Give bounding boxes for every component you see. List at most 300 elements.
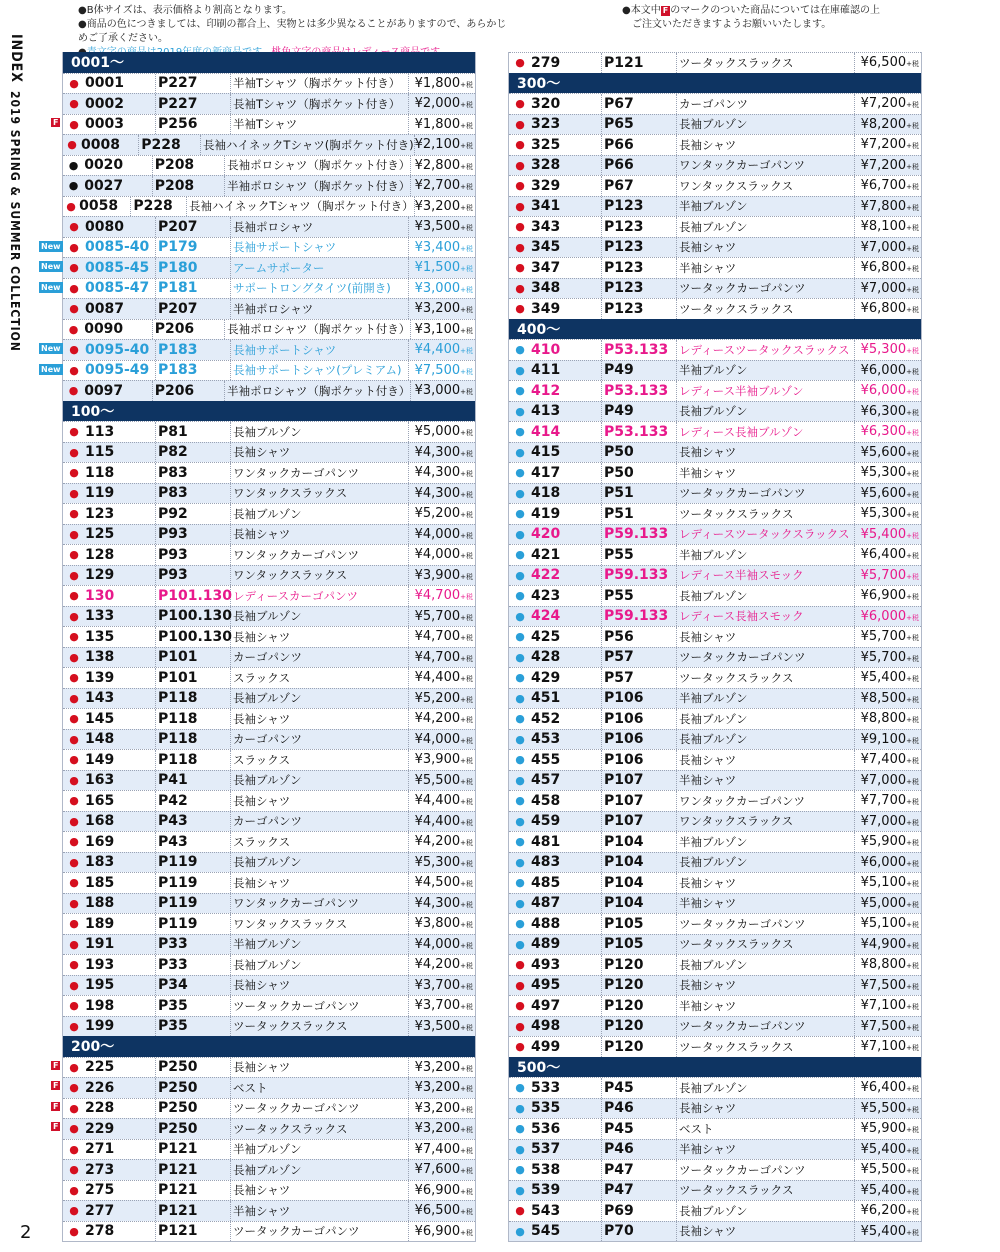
item-price [409,1142,475,1157]
tax-suffix: +税 [906,60,919,69]
item-number: 188 [85,894,156,914]
item-number: 0085-45 [85,258,156,278]
item-name: 長袖ブルゾン [677,730,855,750]
page-ref: P180 [156,258,231,278]
table-row [509,708,921,729]
item-number: 489 [531,935,602,955]
color-dot-icon: ● [515,814,525,828]
price-value: ¥4,000 [414,936,461,952]
table-row [509,1221,921,1242]
item-name: 半袖Tシャツ（胸ポケット付き） [231,74,409,94]
color-dot-icon: ● [68,384,79,398]
price-value: ¥4,000 [414,731,461,747]
item-name: ツータックスラックス [677,1181,855,1201]
table-row [41,360,475,381]
price-value: ¥8,800 [860,711,907,727]
table-row [53,1077,475,1098]
item-price [409,650,475,665]
item-price [855,957,921,972]
color-dot-icon: ● [515,158,525,172]
tax-suffix: +税 [906,306,919,315]
item-number: 499 [531,1037,602,1057]
tax-suffix: +税 [906,634,919,643]
table-row [63,1180,475,1201]
color-dot-icon: ● [515,630,525,644]
page-ref: P53.133 [602,381,677,401]
page-ref: P207 [156,299,231,319]
color-dot-icon: ● [515,56,525,70]
page-ref: P105 [602,914,677,934]
tax-suffix: +税 [460,1003,473,1012]
color-dot-icon: ● [515,548,525,562]
item-name: 長袖Tシャツ（胸ポケット付き） [231,94,409,114]
price-value: ¥3,400 [414,239,461,255]
item-number: 165 [85,791,156,811]
tax-suffix: +税 [906,1146,919,1155]
item-number: 428 [531,648,602,668]
table-row [63,688,475,709]
page-ref: P123 [602,197,677,217]
item-price [855,240,921,255]
color-dot-icon: ● [69,794,79,808]
item-price [855,363,921,378]
color-dot-icon: ● [69,568,79,582]
page-ref: P47 [602,1160,677,1180]
price-value: ¥4,400 [414,813,461,829]
page-ref: P53.133 [602,422,677,442]
price-value: ¥7,500 [860,1018,907,1034]
table-row [63,647,475,668]
table-row [509,196,921,217]
item-number: 0002 [85,94,156,114]
price-value: ¥8,200 [860,116,907,132]
table-row [63,852,475,873]
table-row [509,893,921,914]
price-value: ¥8,800 [860,957,907,973]
table-row [509,298,921,319]
item-number: 195 [85,976,156,996]
item-name: 長袖ブルゾン [677,1201,855,1221]
note-stock-2: ご注文いただきますようお願いいたします。 [632,19,832,30]
price-value: ¥4,400 [414,342,461,358]
item-number: 130 [85,586,156,606]
table-row [509,421,921,442]
table-row [509,749,921,770]
item-price [855,609,921,624]
item-name: 半袖シャツ [677,894,855,914]
item-number: 415 [531,443,602,463]
table-row [509,257,921,278]
item-price [855,219,921,234]
table-row [509,872,921,893]
tax-suffix: +税 [906,142,919,151]
page-ref: P101.130 [158,587,233,604]
item-name: 半袖ポロシャツ（胸ポケット付き） [225,176,411,196]
color-dot-icon: ● [69,1019,79,1033]
price-value: ¥2,000 [414,96,461,112]
tax-suffix: +税 [460,552,473,561]
page-ref: P101 [156,648,231,668]
price-value: ¥5,400 [860,1141,907,1157]
f-mark-icon: F [53,117,59,127]
item-price [409,1060,475,1075]
page-ref: P120 [602,1037,677,1057]
tax-suffix: +税 [460,265,473,274]
item-name: ワンタックスラックス [677,176,855,196]
item-number: 169 [85,832,156,852]
tax-suffix: +税 [460,572,473,581]
price-value: ¥3,100 [414,321,461,337]
item-name: ワンタックカーゴパンツ [231,894,409,914]
tax-suffix: +税 [460,306,473,315]
color-dot-icon: ● [69,937,79,951]
sidebar-index: INDEX [8,34,24,84]
color-dot-icon: ● [515,978,525,992]
item-price [855,465,921,480]
color-dot-icon: ● [69,691,79,705]
table-row [509,237,921,258]
page-ref: P107 [602,791,677,811]
color-dot-icon: ● [515,753,525,767]
price-value: ¥5,300 [860,506,907,522]
item-price [855,793,921,808]
table-row [509,1098,921,1119]
tax-suffix: +税 [906,531,919,540]
item-name: 長袖シャツ [231,1181,409,1201]
item-price [409,240,475,255]
price-value: ¥8,500 [860,690,907,706]
tax-suffix: +税 [906,1105,919,1114]
item-number: 128 [85,545,156,565]
item-name: 半袖シャツ [677,258,855,278]
item-number: 413 [531,402,602,422]
tax-suffix: +税 [906,736,919,745]
color-dot-icon: ● [515,691,525,705]
section-header: 0001〜 [63,52,475,73]
tax-suffix: +税 [460,900,473,909]
item-price [409,978,475,993]
item-name: レディース長袖スモック [677,607,855,627]
page-ref: P123 [602,299,677,319]
table-row [509,544,921,565]
item-name: 長袖ブルゾン [231,853,409,873]
item-price [855,527,921,542]
item-number: 498 [531,1017,602,1037]
price-value: ¥3,200 [414,198,461,214]
tax-suffix: +税 [460,1208,473,1217]
item-name: スラックス [231,668,409,688]
page-ref: P81 [156,422,231,442]
table-row [63,585,475,606]
color-dot-icon: ● [69,527,79,541]
page-ref: P179 [156,238,231,258]
item-name: 長袖ブルゾン [677,402,855,422]
item-number: 414 [531,422,602,442]
page-ref: P119 [156,914,231,934]
table-row [509,462,921,483]
page-ref: P119 [156,873,231,893]
item-number: 0095-40 [85,340,156,360]
table-row [509,93,921,114]
tax-suffix: +税 [906,224,919,233]
table-row [509,934,921,955]
tax-suffix: +税 [460,962,473,971]
item-price [855,773,921,788]
price-value: ¥5,000 [414,424,461,440]
item-number: 459 [531,812,602,832]
tax-suffix: +税 [906,1085,919,1094]
item-number: 537 [531,1140,602,1160]
item-price [855,1039,921,1054]
price-value: ¥5,300 [860,342,907,358]
item-price [409,752,475,767]
item-number: 347 [531,258,602,278]
tax-suffix: +税 [906,716,919,725]
page-ref: P228 [131,197,187,217]
page-ref: P56 [602,627,677,647]
price-value: ¥7,600 [414,1162,461,1178]
page-ref: P35 [156,996,231,1016]
item-price [855,1101,921,1116]
item-name: 半袖シャツ [231,1201,409,1221]
f-mark-icon: F [662,6,669,15]
color-dot-icon: ● [67,138,77,152]
item-number: 452 [531,709,602,729]
item-price [855,1019,921,1034]
sidebar-collection: 2019 SPRING & SUMMER COLLECTION [8,91,22,352]
item-name: 長袖ハイネックTシャツ（胸ポケット付き） [187,197,415,217]
page-number: 2 [20,1222,32,1243]
table-row [63,380,475,401]
tax-suffix: +税 [906,818,919,827]
item-name: 長袖シャツ [677,750,855,770]
page-ref: P55 [602,586,677,606]
item-price [409,527,475,542]
page-ref: P33 [156,935,231,955]
table-row [509,954,921,975]
tax-suffix: +税 [906,921,919,930]
tax-suffix: +税 [906,880,919,889]
table-row [509,503,921,524]
price-value: ¥4,400 [414,670,461,686]
item-price [855,998,921,1013]
table-row [509,975,921,996]
tax-suffix: +税 [460,470,473,479]
item-price [409,117,475,132]
item-price [409,424,475,439]
item-name: ツータックスラックス [231,1017,409,1037]
price-value: ¥2,100 [414,137,461,153]
note-size: ●B体サイズは、表示価格より割高となります。 [78,5,292,16]
page-ref: P92 [156,504,231,524]
item-name: ツータックカーゴパンツ [677,279,855,299]
item-name: ワンタックスラックス [231,914,409,934]
color-dot-icon: ● [515,117,525,131]
tax-suffix: +税 [460,1085,473,1094]
price-value: ¥4,200 [414,711,461,727]
color-dot-icon: ● [69,343,79,357]
page-ref: P53.133 [602,340,677,360]
tax-suffix: +税 [906,285,919,294]
new-badge: New [41,282,61,292]
item-number: 0087 [85,299,156,319]
item-number: 0097 [84,381,152,401]
price-value: ¥5,200 [414,506,461,522]
color-dot-icon: ● [69,609,79,623]
tax-suffix: +税 [460,757,473,766]
price-value: ¥7,400 [414,1141,461,1157]
price-value: ¥4,000 [414,547,461,563]
item-number: 189 [85,914,156,934]
item-price [409,342,475,357]
item-name: ワンタックカーゴパンツ [231,463,409,483]
price-value: ¥6,900 [860,588,907,604]
item-number: 424 [531,607,602,627]
table-row [63,1159,475,1180]
price-value: ¥2,700 [414,178,461,194]
item-price [855,1142,921,1157]
item-number: 348 [531,279,602,299]
table-row [63,729,475,750]
price-value: ¥6,400 [860,547,907,563]
table-row [509,1016,921,1037]
color-dot-icon: ● [515,835,525,849]
page-ref: P49 [602,361,677,381]
color-dot-icon: ● [515,220,525,234]
table-row [509,524,921,545]
item-number: 545 [531,1222,602,1242]
page-ref: P65 [602,115,677,135]
tax-suffix: +税 [906,388,919,397]
table-row [509,1180,921,1201]
price-value: ¥6,700 [860,178,907,194]
item-price [411,158,475,173]
item-number: 328 [531,156,602,176]
item-price [855,650,921,665]
item-number: 118 [85,463,156,483]
item-price [855,178,921,193]
page-ref: P119 [156,853,231,873]
color-dot-icon: ● [515,650,525,664]
tax-suffix: +税 [906,203,919,212]
item-price [855,814,921,829]
tax-suffix: +税 [906,572,919,581]
tax-suffix: +税 [906,408,919,417]
tax-suffix: +税 [460,1228,473,1237]
page-ref: P227 [156,74,231,94]
color-dot-icon: ● [515,261,525,275]
color-dot-icon: ● [69,117,79,131]
item-name: 長袖ブルゾン [231,504,409,524]
page-ref: P69 [602,1201,677,1221]
tax-suffix: +税 [906,347,919,356]
tax-suffix: +税 [460,347,473,356]
item-price [409,875,475,890]
item-name: ツータックスラックス [231,1119,409,1139]
tax-suffix: +税 [460,326,473,335]
color-dot-icon: ● [69,1142,79,1156]
tax-suffix: +税 [460,429,473,438]
tax-suffix: +税 [460,777,473,786]
item-name: 半袖シャツ [677,1140,855,1160]
price-value: ¥8,100 [860,219,907,235]
tax-suffix: +税 [906,244,919,253]
item-name: 半袖ブルゾン [677,689,855,709]
page-ref: P50 [602,443,677,463]
item-name: ツータックカーゴパンツ [677,1017,855,1037]
item-price [855,55,921,70]
table-row [509,380,921,401]
item-name: 長袖サポートシャツ(プレミアム) [231,361,409,381]
new-badge: New [41,344,61,353]
item-number: 320 [531,94,602,114]
notes-right [622,4,962,32]
section-header: 100〜 [63,401,475,422]
item-price [855,281,921,296]
item-number: 149 [85,750,156,770]
color-dot-icon: ● [69,97,79,111]
color-dot-icon: ● [515,384,525,398]
item-name: 長袖シャツ [231,709,409,729]
item-name: 長袖シャツ [231,873,409,893]
page-ref: P55 [602,545,677,565]
price-value: ¥5,700 [860,649,907,665]
item-name: ツータックスラックス [677,299,855,319]
price-value: ¥3,000 [414,383,461,399]
color-dot-icon: ● [69,507,79,521]
item-price [855,752,921,767]
tax-suffix: +税 [460,859,473,868]
price-value: ¥4,500 [414,875,461,891]
price-value: ¥5,700 [860,629,907,645]
item-name: ワンタックスラックス [231,566,409,586]
table-row [509,442,921,463]
page-ref: P208 [153,176,225,196]
price-value: ¥5,000 [860,895,907,911]
item-price [409,1183,475,1198]
tax-suffix: +税 [460,367,473,376]
item-price [409,219,475,234]
page-ref: P181 [156,279,231,299]
tax-suffix: +税 [906,265,919,274]
color-dot-icon: ● [68,322,79,336]
item-number: 115 [85,443,156,463]
color-dot-icon: ● [515,1040,525,1054]
table-row [63,770,475,791]
page-ref: P121 [156,1140,231,1160]
table-row [509,770,921,791]
tax-suffix: +税 [460,736,473,745]
tax-suffix: +税 [906,183,919,192]
item-number: 341 [531,197,602,217]
color-dot-icon: ● [515,445,525,459]
table-row [63,913,475,934]
table-row [63,606,475,627]
item-price [409,609,475,624]
price-value: ¥7,200 [860,137,907,153]
item-number: 417 [531,463,602,483]
page-ref: P59.133 [602,525,677,545]
item-number: 139 [85,668,156,688]
item-price [409,998,475,1013]
page-ref: P120 [602,976,677,996]
item-price [409,1101,475,1116]
color-dot-icon: ● [68,179,79,193]
price-value: ¥6,500 [414,1203,461,1219]
page-ref: P67 [602,94,677,114]
color-dot-icon: ● [69,281,79,295]
price-value: ¥6,400 [860,1080,907,1096]
